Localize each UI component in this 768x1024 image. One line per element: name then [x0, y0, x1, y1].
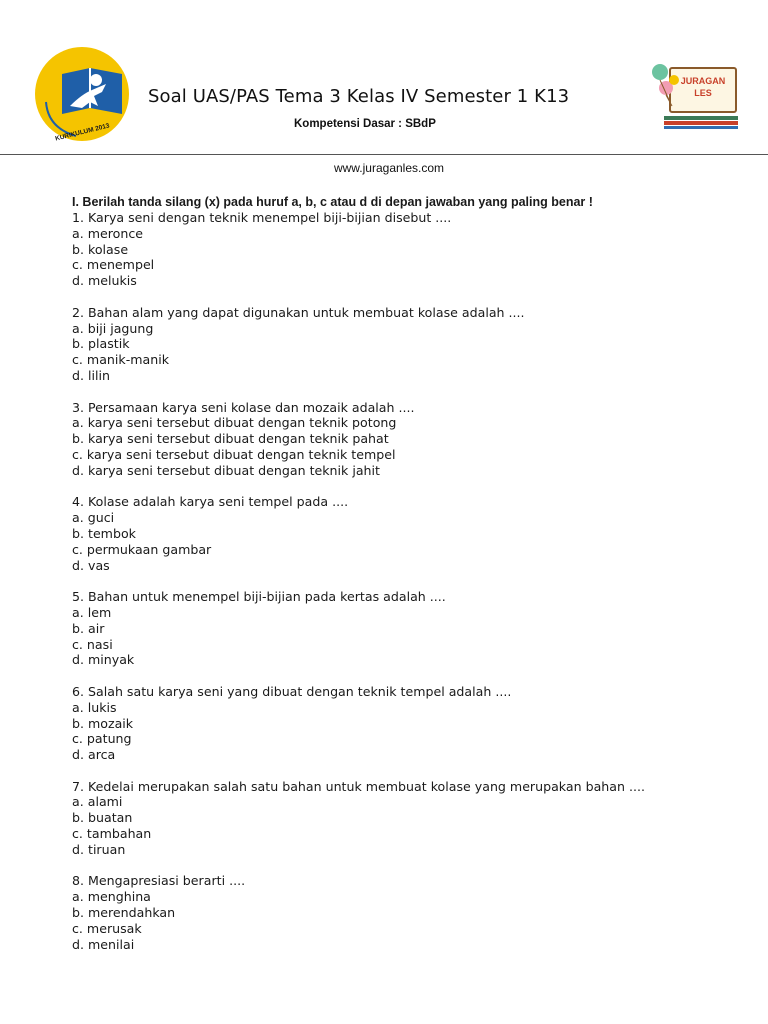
answer-option[interactable]: d. menilai — [72, 936, 135, 952]
answer-option[interactable]: c. tambahan — [72, 826, 152, 842]
answer-option[interactable]: c. nasi — [72, 636, 113, 652]
answer-option[interactable]: b. buatan — [72, 810, 133, 826]
question-3 — [72, 400, 732, 479]
answer-option[interactable]: d. minyak — [72, 652, 135, 668]
question-text: 7. Kedelai merupakan salah satu bahan untuk membuat kolase yang merupakan bahan .... — [72, 778, 645, 794]
answer-option[interactable]: c. manik-manik — [72, 352, 169, 368]
answer-option[interactable]: a. karya seni tersebut dibuat dengan teknik potong — [72, 415, 397, 431]
svg-text:JURAGAN: JURAGAN — [680, 76, 726, 86]
question-7 — [72, 779, 732, 858]
question-4 — [72, 494, 732, 573]
question-1 — [72, 210, 732, 289]
answer-option[interactable]: a. guci — [72, 510, 115, 526]
answer-option[interactable]: d. melukis — [72, 273, 137, 289]
question-8 — [72, 873, 732, 952]
answer-option[interactable]: b. karya seni tersebut dibuat dengan teknik pahat — [72, 431, 389, 447]
juragan-les-logo — [650, 58, 742, 130]
question-text: 6. Salah satu karya seni yang dibuat dengan teknik tempel adalah .... — [72, 683, 512, 699]
page-title: Soal UAS/PAS Tema 3 Kelas IV Semester 1 K13 — [148, 86, 570, 107]
answer-option[interactable]: b. air — [72, 620, 105, 636]
answer-option[interactable]: a. meronce — [72, 225, 143, 241]
answer-option[interactable]: c. merusak — [72, 920, 142, 936]
answer-option[interactable]: b. plastik — [72, 336, 130, 352]
answer-option[interactable]: d. vas — [72, 557, 110, 573]
question-text: 8. Mengapresiasi berarti .... — [72, 873, 246, 889]
header-divider — [0, 154, 768, 155]
kurikulum-2013-logo — [32, 44, 132, 144]
answer-option[interactable]: d. arca — [72, 747, 116, 763]
question-text: 1. Karya seni dengan teknik menempel biji-bijian disebut .... — [72, 210, 452, 225]
answer-option[interactable]: c. permukaan gambar — [72, 541, 212, 557]
answer-option[interactable]: a. menghina — [72, 889, 151, 905]
answer-option[interactable]: a. lem — [72, 604, 112, 620]
question-2 — [72, 305, 732, 384]
answer-option[interactable]: a. biji jagung — [72, 320, 154, 336]
question-6 — [72, 684, 732, 763]
question-text: 3. Persamaan karya seni kolase dan mozaik adalah .... — [72, 399, 415, 415]
answer-option[interactable]: d. lilin — [72, 367, 110, 383]
answer-option[interactable]: c. karya seni tersebut dibuat dengan teknik tempel — [72, 446, 396, 462]
website-link[interactable]: www.juraganles.com — [333, 161, 445, 175]
question-5 — [72, 589, 732, 668]
answer-option[interactable]: b. mozaik — [72, 715, 134, 731]
question-text: 5. Bahan untuk menempel biji-bijian pada kertas adalah .... — [72, 589, 446, 605]
page-subtitle: Kompetensi Dasar : SBdP — [294, 118, 436, 130]
svg-text:LES: LES — [694, 88, 712, 98]
answer-option[interactable]: a. lukis — [72, 699, 117, 715]
answer-option[interactable]: b. kolase — [72, 241, 129, 257]
instruction-text: I. Berilah tanda silang (x) pada huruf a, b, c atau d di depan jawaban yang paling benar ! — [72, 195, 593, 209]
question-list — [72, 194, 732, 968]
svg-text:KURIKULUM 2013: KURIKULUM 2013 — [54, 122, 111, 143]
question-text: 4. Kolase adalah karya seni tempel pada .... — [72, 494, 349, 510]
answer-option[interactable]: d. karya seni tersebut dibuat dengan teknik jahit — [72, 462, 380, 478]
question-text: 2. Bahan alam yang dapat digunakan untuk membuat kolase adalah .... — [72, 304, 525, 320]
answer-option[interactable]: b. tembok — [72, 525, 136, 541]
answer-option[interactable]: d. tiruan — [72, 841, 126, 857]
answer-option[interactable]: a. alami — [72, 794, 123, 810]
answer-option[interactable]: b. merendahkan — [72, 905, 176, 921]
answer-option[interactable]: c. patung — [72, 731, 132, 747]
answer-option[interactable]: c. menempel — [72, 257, 155, 273]
